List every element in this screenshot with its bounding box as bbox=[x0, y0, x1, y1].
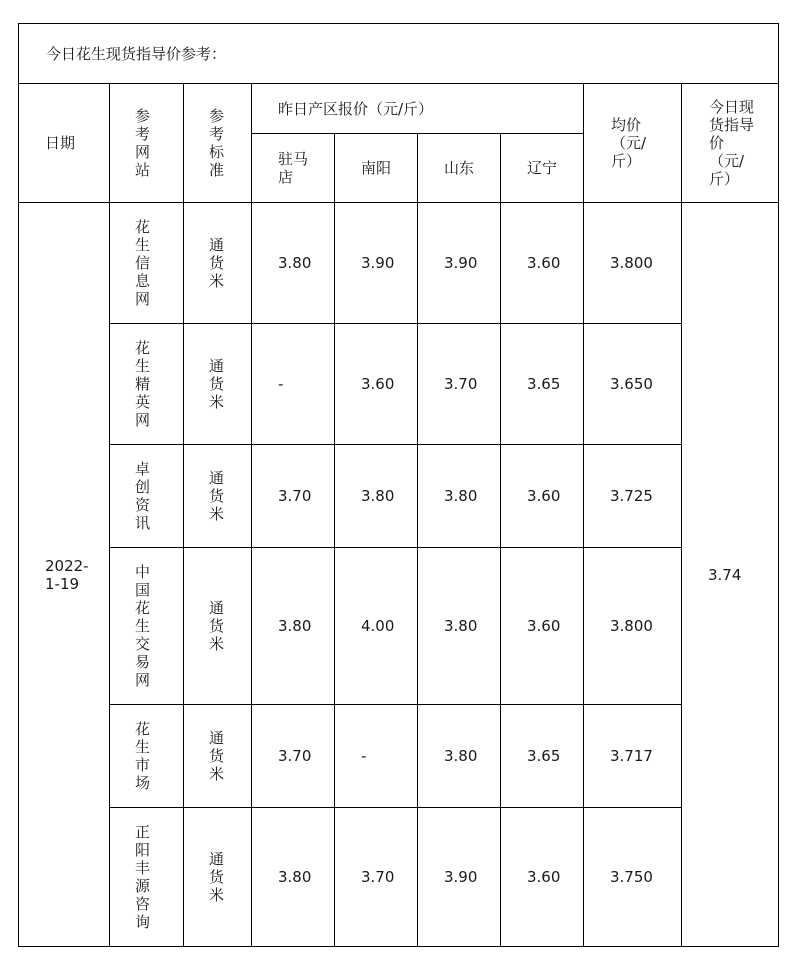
header-average: 均价（元/斤） bbox=[584, 84, 682, 203]
price-shandong: 3.90 bbox=[418, 203, 501, 324]
table-row bbox=[19, 203, 779, 324]
price-liaoning: 3.60 bbox=[501, 203, 584, 324]
site-cell: 花生市场 bbox=[110, 705, 184, 808]
price-liaoning: 3.65 bbox=[501, 705, 584, 808]
price-nanyang: - bbox=[335, 705, 418, 808]
header-region-shandong: 山东 bbox=[418, 134, 501, 203]
price-average: 3.750 bbox=[584, 808, 682, 947]
price-liaoning: 3.60 bbox=[501, 808, 584, 947]
price-zhumadian: 3.70 bbox=[252, 445, 335, 548]
table-row bbox=[19, 324, 779, 445]
header-site: 参考网站 bbox=[110, 84, 184, 203]
price-zhumadian: 3.80 bbox=[252, 548, 335, 705]
price-average: 3.800 bbox=[584, 203, 682, 324]
standard-cell: 通货米 bbox=[184, 548, 252, 705]
guide-price-cell: 3.74 bbox=[682, 203, 779, 947]
header-region-liaoning: 辽宁 bbox=[501, 134, 584, 203]
price-zhumadian: 3.80 bbox=[252, 203, 335, 324]
price-average: 3.717 bbox=[584, 705, 682, 808]
header-yesterday-quotes: 昨日产区报价（元/斤） bbox=[252, 84, 584, 134]
standard-cell: 通货米 bbox=[184, 445, 252, 548]
price-nanyang: 3.60 bbox=[335, 324, 418, 445]
site-cell: 正阳丰源咨询 bbox=[110, 808, 184, 947]
price-shandong: 3.80 bbox=[418, 445, 501, 548]
standard-cell: 通货米 bbox=[184, 324, 252, 445]
price-zhumadian: 3.80 bbox=[252, 808, 335, 947]
price-zhumadian: - bbox=[252, 324, 335, 445]
date-cell: 2022-1-19 bbox=[19, 203, 110, 947]
price-shandong: 3.90 bbox=[418, 808, 501, 947]
price-shandong: 3.80 bbox=[418, 548, 501, 705]
standard-cell: 通货米 bbox=[184, 808, 252, 947]
price-shandong: 3.70 bbox=[418, 324, 501, 445]
header-standard: 参考标准 bbox=[184, 84, 252, 203]
table-row bbox=[19, 705, 779, 808]
price-table bbox=[18, 23, 779, 947]
price-nanyang: 3.90 bbox=[335, 203, 418, 324]
price-average: 3.800 bbox=[584, 548, 682, 705]
price-shandong: 3.80 bbox=[418, 705, 501, 808]
price-zhumadian: 3.70 bbox=[252, 705, 335, 808]
price-liaoning: 3.65 bbox=[501, 324, 584, 445]
site-cell: 中国花生交易网 bbox=[110, 548, 184, 705]
site-cell: 卓创资讯 bbox=[110, 445, 184, 548]
standard-cell: 通货米 bbox=[184, 705, 252, 808]
price-average: 3.650 bbox=[584, 324, 682, 445]
price-nanyang: 4.00 bbox=[335, 548, 418, 705]
price-nanyang: 3.70 bbox=[335, 808, 418, 947]
site-cell: 花生信息网 bbox=[110, 203, 184, 324]
header-date: 日期 bbox=[19, 84, 110, 203]
price-nanyang: 3.80 bbox=[335, 445, 418, 548]
site-cell: 花生精英网 bbox=[110, 324, 184, 445]
table-row bbox=[19, 548, 779, 705]
header-guide-price: 今日现货指导价（元/斤） bbox=[682, 84, 779, 203]
header-region-zhumadian: 驻马店 bbox=[252, 134, 335, 203]
header-region-nanyang: 南阳 bbox=[335, 134, 418, 203]
table-row bbox=[19, 445, 779, 548]
table-row bbox=[19, 808, 779, 947]
price-liaoning: 3.60 bbox=[501, 548, 584, 705]
price-average: 3.725 bbox=[584, 445, 682, 548]
table-caption: 今日花生现货指导价参考： bbox=[19, 24, 779, 84]
price-liaoning: 3.60 bbox=[501, 445, 584, 548]
standard-cell: 通货米 bbox=[184, 203, 252, 324]
